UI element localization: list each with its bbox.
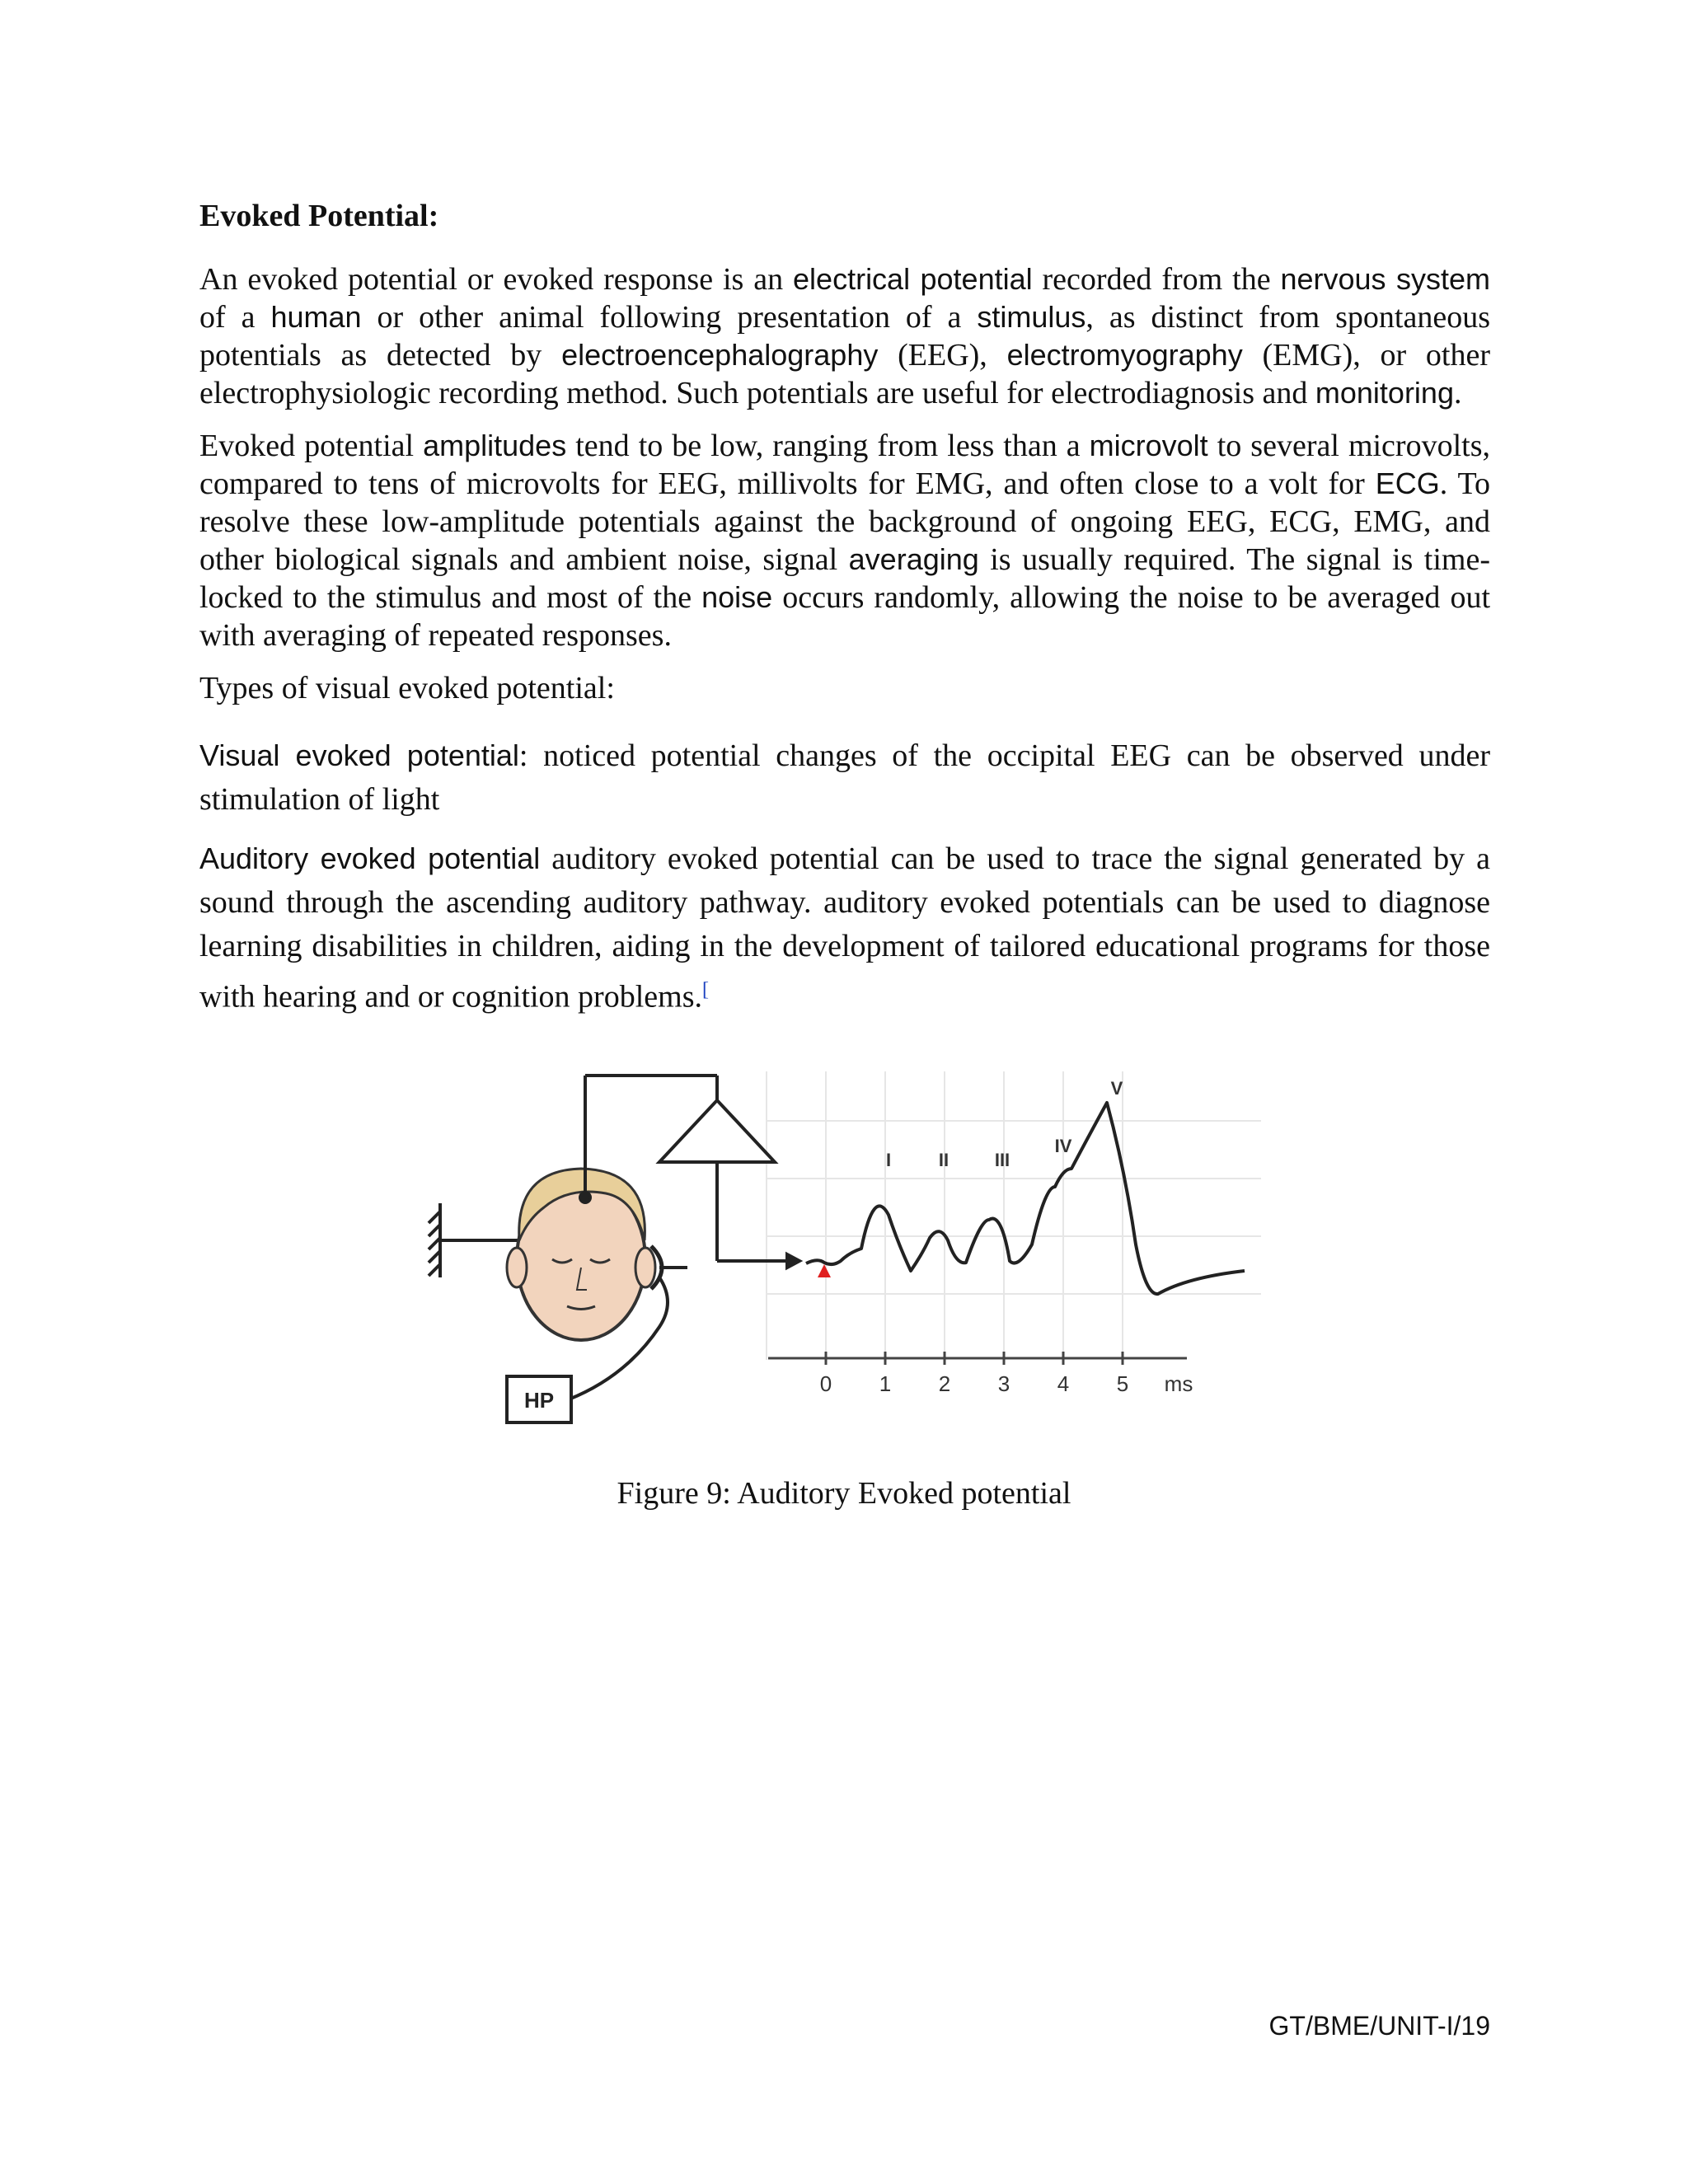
text-run: . [1453,375,1462,410]
link-term: Auditory evoked potential [199,841,541,875]
types-heading: Types of visual evoked potential: [199,670,615,705]
wave-label-iii: III [994,1150,1010,1170]
figure-illustration [412,1055,1278,1451]
axis-tick-3: 3 [997,1371,1010,1396]
wave-label-i: I [885,1150,892,1170]
text-run: to several microvolts, compared to tens of microvolts for EEG, millivolts for EMG, and often close to a volt for [199,428,1490,501]
text-run: Evoked potential [199,428,424,463]
link-term: ECG [1375,466,1440,500]
text-run: auditory evoked potential can be used to trace the signal generated by a sound through the ascending auditory pathway. auditory evoked potentials can be used to diagnose learning disabilities in children, aiding in the development of tailored educational programs for those with hearing and or cognition problems. [199,841,1490,1015]
axis-tick-4: 4 [1057,1371,1070,1396]
link-term: electroencephalography [561,337,879,372]
wave-label-ii: II [938,1150,950,1170]
link-term: human [270,299,362,334]
section-heading: Evoked Potential: [199,199,439,233]
link-term: amplitudes [423,428,567,462]
paragraph-amplitudes [199,427,1490,654]
wave-label-v: V [1110,1078,1123,1099]
text-run: (EMG), or other electrophysiologic recording method. Such potentials are useful for electrodiagnosis and [199,337,1490,410]
axis-tick-2: 2 [938,1371,951,1396]
link-term: stimulus [977,299,1086,334]
axis-tick-0: 0 [819,1371,832,1396]
text-run: of a [199,299,271,335]
link-term: Visual evoked potential [199,738,519,772]
paragraph-visual [199,733,1490,822]
axis-unit: ms [1164,1371,1193,1396]
paragraph-intro [199,260,1490,412]
link-term: electromyography [1006,337,1243,372]
time-axis [768,1352,1187,1365]
link-term: nervous system [1280,261,1490,296]
stimulus-marker-icon [818,1264,831,1277]
hp-box [507,1376,571,1422]
wave-label-iv: IV [1054,1136,1072,1156]
link-term: monitoring [1315,375,1454,410]
hp-label: HP [523,1388,555,1413]
text-run: (EEG), [878,337,1007,373]
text-run: or other animal following presentation of a [361,299,978,335]
paragraph-auditory [199,837,1490,1019]
text-run: An evoked potential or evoked response is an [199,261,794,297]
page-footer: GT/BME/UNIT-I/19 [1268,2011,1490,2041]
text-run: , as distinct from spontaneous potentials as detected by [199,299,1490,373]
text-run: . To resolve these low-amplitude potentials against the background of ongoing EEG, ECG, EMG, and other biological signals and ambient noise, signal [199,466,1490,577]
link-term: electrical potential [793,261,1033,296]
auditory-evoked-potential-figure [412,1055,1278,1451]
abr-waveform [806,1103,1245,1294]
text-run: : noticed potential changes of the occipital EEG can be observed under stimulation of light [199,738,1490,817]
axis-tick-1: 1 [879,1371,892,1396]
document-body [199,198,1490,1033]
reference-link[interactable]: [ [702,978,709,1001]
figure-grid [767,1071,1261,1360]
link-term: averaging [848,541,979,576]
link-term: microvolt [1089,428,1208,462]
text-run: tend to be low, ranging from less than a [566,428,1090,463]
link-term: noise [701,579,773,614]
figure-caption: Figure 9: Auditory Evoked potential [617,1476,1071,1511]
text-run: recorded from the [1032,261,1281,297]
axis-tick-5: 5 [1116,1371,1129,1396]
text-run: occurs randomly, allowing the noise to be averaged out with averaging of repeated responses. [199,579,1490,653]
text-run: is usually required. The signal is time-locked to the stimulus and most of the [199,541,1490,615]
